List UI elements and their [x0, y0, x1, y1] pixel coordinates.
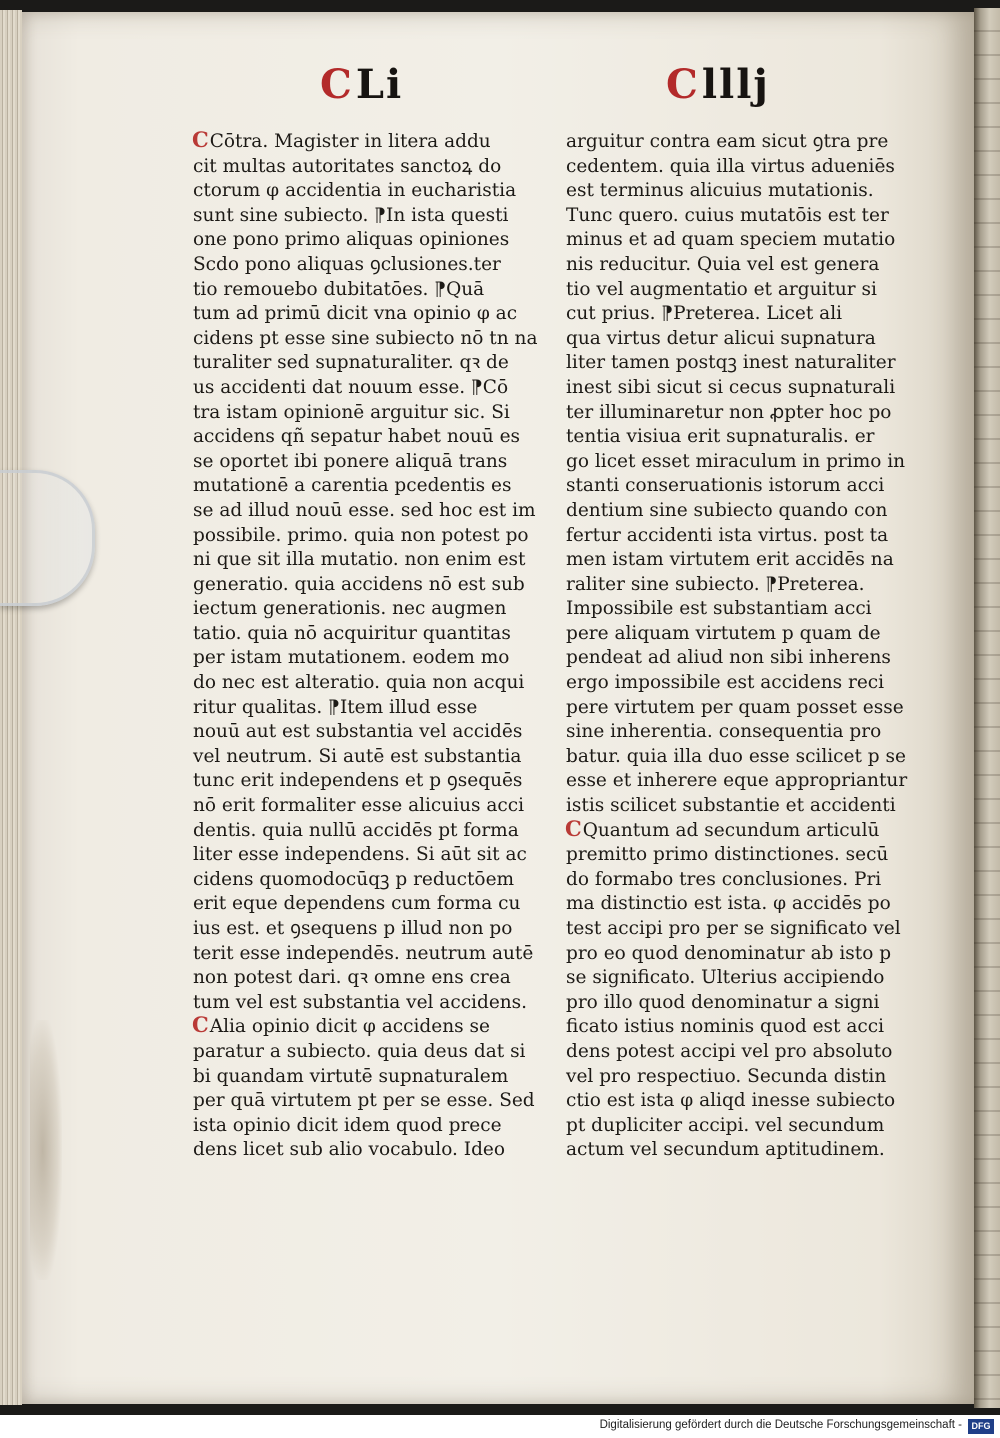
text-line: [565, 915, 915, 940]
line-text: possibile. primo. quia non potest po: [193, 524, 529, 546]
line-text: vel neutrum. Si autē est substantia: [193, 745, 522, 767]
text-line: [192, 226, 542, 251]
line-text: istis scilicet substantie et accidenti: [566, 795, 896, 817]
text-line: [192, 792, 542, 817]
rubric-initial: C: [192, 1013, 209, 1038]
line-text: ni que sit illa mutatio. non enim est: [193, 549, 526, 571]
line-text: mutationē a carentia pcedentis es: [193, 475, 512, 497]
text-line: [192, 177, 542, 202]
line-text: do formabo tres conclusiones. Pri: [566, 868, 882, 890]
text-line: [192, 644, 542, 669]
text-line: [565, 325, 915, 350]
line-text: per quā virtutem pt per se esse. Sed: [193, 1090, 535, 1112]
text-line: [565, 989, 915, 1014]
line-text: vel pro respectiuo. Secunda distin: [566, 1065, 887, 1087]
line-text: ficato istius nominis quod est acci: [566, 1016, 884, 1038]
text-line: [192, 817, 542, 842]
text-line: [192, 202, 542, 227]
line-text: turaliter sed supnaturaliter. qꝛ de: [193, 352, 509, 374]
text-line: [565, 743, 915, 768]
line-text: ergo impossibile est accidens reci: [566, 672, 885, 694]
text-line: [192, 1013, 542, 1038]
text-line: [565, 423, 915, 448]
rubric-initial: C: [565, 816, 582, 841]
text-line: [565, 817, 915, 842]
line-text: dens potest accipi vel pro absoluto: [566, 1040, 893, 1062]
text-line: [565, 866, 915, 891]
text-line: [565, 399, 915, 424]
text-line: [565, 448, 915, 473]
text-line: [192, 964, 542, 989]
line-text: cidens quomodocūqꝫ p reductōem: [193, 868, 515, 890]
text-line: [565, 546, 915, 571]
text-line: [192, 472, 542, 497]
line-text: tio remouebo dubitatōes. ⁋Quā: [193, 278, 485, 300]
line-text: premitto primo distinctiones. secū: [566, 844, 889, 866]
footer-credit: Digitalisierung gefördert durch die Deutsche Forschungsgemeinschaft -: [599, 1419, 962, 1431]
line-text: se oportet ibi ponere aliquā trans: [193, 450, 508, 472]
line-text: pendeat ad aliud non sibi inherens: [566, 647, 891, 669]
text-line: [565, 251, 915, 276]
text-line: [565, 522, 915, 547]
text-line: [192, 1063, 542, 1088]
text-line: [565, 497, 915, 522]
text-line: [192, 669, 542, 694]
line-text: iectum generationis. nec augmen: [193, 598, 507, 620]
line-text: se significato. Ulterius accipiendo: [566, 967, 885, 989]
line-text: tentia visiua erit supnaturalis. er: [566, 426, 875, 448]
text-line: [192, 251, 542, 276]
line-text: tio vel augmentatio et arguitur si: [566, 278, 877, 300]
folio-left: [320, 60, 403, 110]
text-line: [565, 472, 915, 497]
text-line: [192, 1112, 542, 1137]
line-text: ista opinio dicit idem quod prece: [193, 1114, 502, 1136]
text-line: [565, 767, 915, 792]
text-line: [192, 620, 542, 645]
line-text: qua virtus detur alicui supnatura: [566, 327, 876, 349]
line-text: accidens qñ sepatur habet nouū es: [193, 426, 521, 448]
text-line: [565, 177, 915, 202]
line-text: cedentem. quia illa virtus adueniēs: [566, 155, 895, 177]
text-line: [565, 1112, 915, 1137]
text-line: [565, 620, 915, 645]
line-text: tum ad primū dicit vna opinio φ ac: [193, 303, 518, 325]
line-text: batur. quia illa duo esse scilicet p se: [566, 745, 906, 767]
text-line: [192, 1136, 542, 1161]
line-text: sunt sine subiecto. ⁋In ista questi: [193, 204, 509, 226]
text-line: [565, 718, 915, 743]
line-text: pro eo quod denominatur ab isto p: [566, 942, 892, 964]
text-line: [192, 1087, 542, 1112]
text-line: [565, 964, 915, 989]
text-line: [192, 128, 542, 153]
line-text: liter esse independens. Si aūt sit ac: [193, 844, 527, 866]
text-line: [565, 276, 915, 301]
rubric-initial: C: [192, 128, 209, 152]
line-text: ma distinctio est ista. φ accidēs po: [566, 893, 891, 915]
text-line: [565, 890, 915, 915]
line-text: us accidenti dat nouum esse. ⁋Cō: [193, 376, 509, 398]
text-line: [192, 989, 542, 1014]
line-text: tunc erit independens et p ꝯsequēs: [193, 770, 523, 792]
text-line: [565, 571, 915, 596]
folio-right-number: lllj: [701, 61, 770, 108]
line-text: Impossibile est substantiam acci: [566, 598, 872, 620]
text-line: [192, 841, 542, 866]
line-text: nis reducitur. Quia vel est genera: [566, 253, 880, 275]
line-text: Scdo pono aliquas ꝯclusiones.ter: [193, 253, 501, 275]
line-text: dentium sine subiecto quando con: [566, 499, 888, 521]
text-line: [192, 571, 542, 596]
text-line: [192, 546, 542, 571]
folio-right: [666, 60, 770, 110]
text-line: [192, 300, 542, 325]
text-line: [192, 497, 542, 522]
line-text: tra istam opinionē arguitur sic. Si: [193, 401, 510, 423]
line-text: cidens pt esse sine subiecto nō tn na: [193, 327, 538, 349]
line-text: raliter sine subiecto. ⁋Preterea.: [566, 573, 865, 595]
text-line: [565, 1038, 915, 1063]
line-text: nouū aut est substantia vel accidēs: [193, 721, 523, 743]
text-line: [565, 349, 915, 374]
text-line: [565, 128, 915, 153]
line-text: esse et inherere eque appropriantur: [566, 770, 908, 792]
line-text: stanti conseruationis istorum acci: [566, 475, 885, 497]
line-text: minus et ad quam speciem mutatio: [566, 229, 896, 251]
line-text: ritur qualitas. ⁋Item illud esse: [193, 696, 478, 718]
line-text: dentis. quia nullū accidēs pt forma: [193, 819, 519, 841]
text-line: [192, 276, 542, 301]
text-line: [192, 694, 542, 719]
line-text: fertur accidenti ista virtus. post ta: [566, 524, 889, 546]
text-line: [565, 669, 915, 694]
line-text: Tunc quero. cuius mutatōis est ter: [566, 204, 889, 226]
line-text: actum vel secundum aptitudinem.: [566, 1139, 885, 1161]
line-text: one pono primo aliquas opiniones: [193, 229, 510, 251]
text-line: [565, 300, 915, 325]
text-line: [565, 1063, 915, 1088]
line-text: per istam mutationem. eodem mo: [193, 647, 510, 669]
line-text: cut prius. ⁋Preterea. Licet ali: [566, 303, 843, 325]
text-line: [192, 423, 542, 448]
line-text: ctio est ista φ aliqd inesse subiecto: [566, 1090, 896, 1112]
text-line: [192, 595, 542, 620]
line-text: erit eque dependens cum forma cu: [193, 893, 521, 915]
text-line: [565, 1013, 915, 1038]
text-line: [565, 202, 915, 227]
line-text: pere virtutem per quam posset esse: [566, 696, 904, 718]
text-line: [565, 792, 915, 817]
text-line: [565, 1136, 915, 1161]
text-line: [192, 522, 542, 547]
text-line: [565, 841, 915, 866]
line-text: pro illo quod denominatur a signi: [566, 991, 880, 1013]
text-line: [565, 226, 915, 251]
text-column-left: [192, 128, 542, 1161]
line-text: men istam virtutem erit accidēs na: [566, 549, 894, 571]
line-text: ter illuminaretur non ꝓpter hoc po: [566, 401, 892, 423]
page-stain: [30, 1020, 62, 1280]
text-line: [565, 153, 915, 178]
text-line: [565, 595, 915, 620]
text-line: [565, 374, 915, 399]
text-line: [192, 325, 542, 350]
folio-left-number: Li: [355, 61, 404, 108]
book-next-page-edge: [974, 8, 1000, 1408]
line-text: cit multas autoritates sanctoꝝ do: [193, 155, 502, 177]
line-text: test accipi pro per se significato vel: [566, 918, 901, 939]
line-text: non potest dari. qꝛ omne ens crea: [193, 967, 511, 989]
line-text: se ad illud nouū esse. sed hoc est im: [193, 499, 536, 521]
line-text: dens licet sub alio vocabulo. Ideo: [193, 1139, 506, 1161]
text-line: [192, 448, 542, 473]
line-text: inest sibi sicut si cecus supnaturali: [566, 376, 896, 398]
footer-bar: [0, 1415, 1000, 1438]
text-line: [192, 940, 542, 965]
line-text: do nec est alteratio. quia non acqui: [193, 672, 525, 694]
line-text: go licet esset miraculum in primo in: [566, 450, 906, 472]
text-line: [192, 399, 542, 424]
line-text: tum vel est substantia vel accidens.: [193, 991, 528, 1013]
text-line: [192, 743, 542, 768]
text-line: [192, 349, 542, 374]
line-text: terit esse independēs. neutrum autē: [193, 942, 534, 964]
text-line: [192, 718, 542, 743]
line-text: arguitur contra eam sicut ꝯtra pre: [566, 131, 889, 152]
text-line: [192, 1038, 542, 1063]
text-line: [192, 915, 542, 940]
line-text: nō erit formaliter esse alicuius acci: [193, 795, 525, 817]
line-text: Quantum ad secundum articulū: [582, 819, 880, 841]
line-text: ctorum φ accidentia in eucharistia: [193, 180, 517, 202]
text-line: [565, 940, 915, 965]
line-text: pere aliquam virtutem p quam de: [566, 622, 881, 644]
text-line: [565, 1087, 915, 1112]
book-left-edge: [0, 10, 22, 1405]
line-text: bi quandam virtutē supnaturalem: [193, 1065, 509, 1087]
line-text: sine inherentia. consequentia pro: [566, 721, 882, 743]
text-line: [192, 374, 542, 399]
line-text: paratur a subiecto. quia deus dat si: [193, 1040, 526, 1062]
line-text: Alia opinio dicit φ accidens se: [209, 1016, 490, 1038]
line-text: liter tamen postqꝫ inest naturaliter: [566, 352, 896, 374]
folio-left-rubric: C: [320, 61, 354, 108]
dfg-logo: DFG: [968, 1419, 994, 1434]
text-line: [192, 767, 542, 792]
line-text: pt dupliciter accipi. vel secundum: [566, 1114, 885, 1136]
line-text: generatio. quia accidens nō est sub: [193, 573, 525, 595]
text-column-right: [565, 128, 915, 1161]
text-line: [192, 153, 542, 178]
line-text: Cōtra. Magister in litera addu: [209, 131, 491, 152]
folio-right-rubric: C: [666, 61, 700, 108]
text-line: [192, 866, 542, 891]
line-text: ius est. et ꝯsequens p illud non po: [193, 918, 513, 939]
text-line: [192, 890, 542, 915]
line-text: tatio. quia nō acquiritur quantitas: [193, 622, 511, 644]
line-text: est terminus alicuius mutationis.: [566, 180, 874, 202]
text-line: [565, 694, 915, 719]
text-line: [565, 644, 915, 669]
